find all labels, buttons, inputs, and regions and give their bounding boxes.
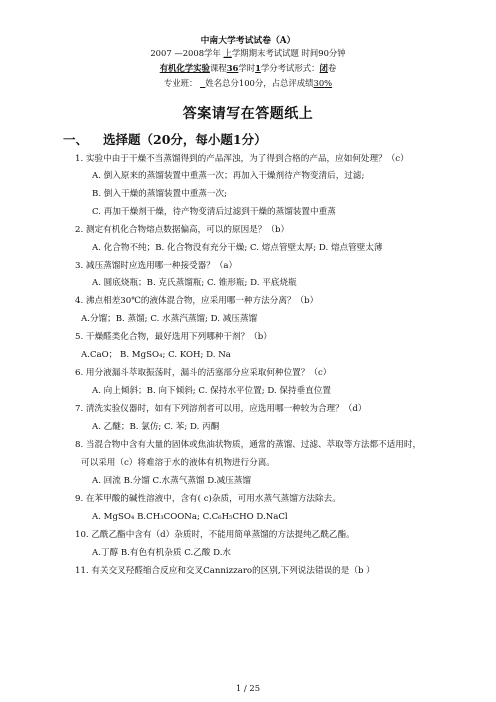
question-8: 8. 当混合物中含有大量的固体或焦油状物质，通常的蒸馏、过滤、萃取等方法都不适用时， [75,440,422,450]
q7-options: A. 乙醚；B. 氯仿; C. 苯; D. 丙酮 [92,422,220,432]
page-number: 1 / 25 [235,683,261,693]
question-5: 5. 干燥醛类化合物，最好选用下列哪种干剂？（b） [75,332,272,342]
question-8-cont: 可以采用（c）将难溶于水的液体有机物进行分离。 [81,458,275,468]
question-2: 2. 测定有机化合物熔点数据偏高，可以的原因是？（b） [75,225,290,235]
class-label: 专业班： [163,78,198,88]
q9-options: A. MgSO₄ B.CH₃COONa; C.C₆H₅CHO D.NaCl [92,512,288,522]
exam-title: 中南大学考试试卷（A） [200,36,296,46]
exam-info-line-1 [0,47,496,59]
question-4: 4. 沸点相差30℃的液体混合物，应采用哪一种方法分离？（b） [75,296,319,306]
question-1: 1. 实验中由于干燥不当蒸馏得到的产品浑浊，为了得到合格的产品，应如何处理？（c） [75,154,409,164]
question-11: 11. 有关交叉羟醛缩合反应和交叉Cannizzaro的区别,下列说法错误的是（b ） [75,566,375,576]
q4-options: A.分馏；B. 蒸馏; C. 水蒸汽蒸馏; D. 减压蒸馏 [81,314,258,324]
hours-label: 学时 [238,63,256,73]
section-number: 一、 [63,132,89,147]
year-range: —2008学年 [174,48,221,58]
q1-option-a: A. 倒入原来的蒸馏装置中重蒸一次；再加入干燥剂待产物变清后，过滤; [92,171,365,181]
q5-options: A.CaO； B. MgSO₄; C. KOH; D. Na [81,350,231,360]
question-10: 10. 乙酰乙酯中含有（d）杂质时，不能用简单蒸馏的方法提纯乙酰乙酯。 [75,530,355,540]
q1-option-b: B. 倒入干燥的蒸馏装置中重蒸一次; [92,189,227,199]
question-6: 6. 用分液漏斗萃取振荡时，漏斗的活塞部分应采取何种位置？（c） [75,368,332,378]
q6-options: A. 向上倾斜；B. 向下倾斜; C. 保持水平位置; D. 保持垂直位置 [92,386,331,396]
section-title: 选择题（20分，每小题1分） [103,132,267,147]
question-9: 9. 在苯甲酸的碱性溶液中，含有( c)杂质，可用水蒸气蒸馏方法除去。 [75,494,341,504]
name-score-label: 姓名总分100分，占总评成绩 [205,78,314,88]
term-suffix: 学期期末考试试题 时间90分钟 [231,48,346,58]
term: 上 [223,48,232,58]
course-label: 课程 [209,63,227,73]
credit-label: 学分考试形式： [260,63,320,73]
course-hours: 36 [226,63,239,73]
q8-options: A. 回流 B.分馏 C.水蒸气蒸馏 D.减压蒸馏 [92,476,251,486]
question-7: 7. 清洗实验仪器时，如有下列溶剂者可以用，应选用哪一种较为合理？（d） [75,404,367,414]
percent-sign: % [324,78,333,88]
credit-value: 1 [255,63,261,73]
q2-options: A. 化合物不纯；B. 化合物没有充分干燥; C. 熔点管壁太厚; D. 熔点管壁太薄 [92,243,383,253]
exam-info-line-2 [0,62,496,74]
year-start: 2007 [150,48,172,58]
q10-options: A.丁醇 B.有色有机杂质 C.乙酸 D.水 [92,548,232,558]
score-percent: 30 [313,78,325,88]
question-3: 3. 减压蒸馏时应选用哪一种接受器？（a） [75,261,238,271]
exam-form-suffix: 卷 [327,63,337,73]
course-name: 有机化学实验 [159,63,210,73]
exam-info-line-3 [0,77,496,89]
q1-option-c: C. 再加干燥剂干燥，待产物变清后过滤到干燥的蒸馏装置中重蒸 [92,207,336,217]
section-heading [63,130,267,148]
q3-options: A. 圆底烧瓶；B. 克氏蒸馏瓶; C. 锥形瓶; D. 平底烧瓶 [92,278,297,288]
answer-notice: 答案请写在答题纸上 [182,106,314,122]
exam-form: 闭 [319,63,328,73]
